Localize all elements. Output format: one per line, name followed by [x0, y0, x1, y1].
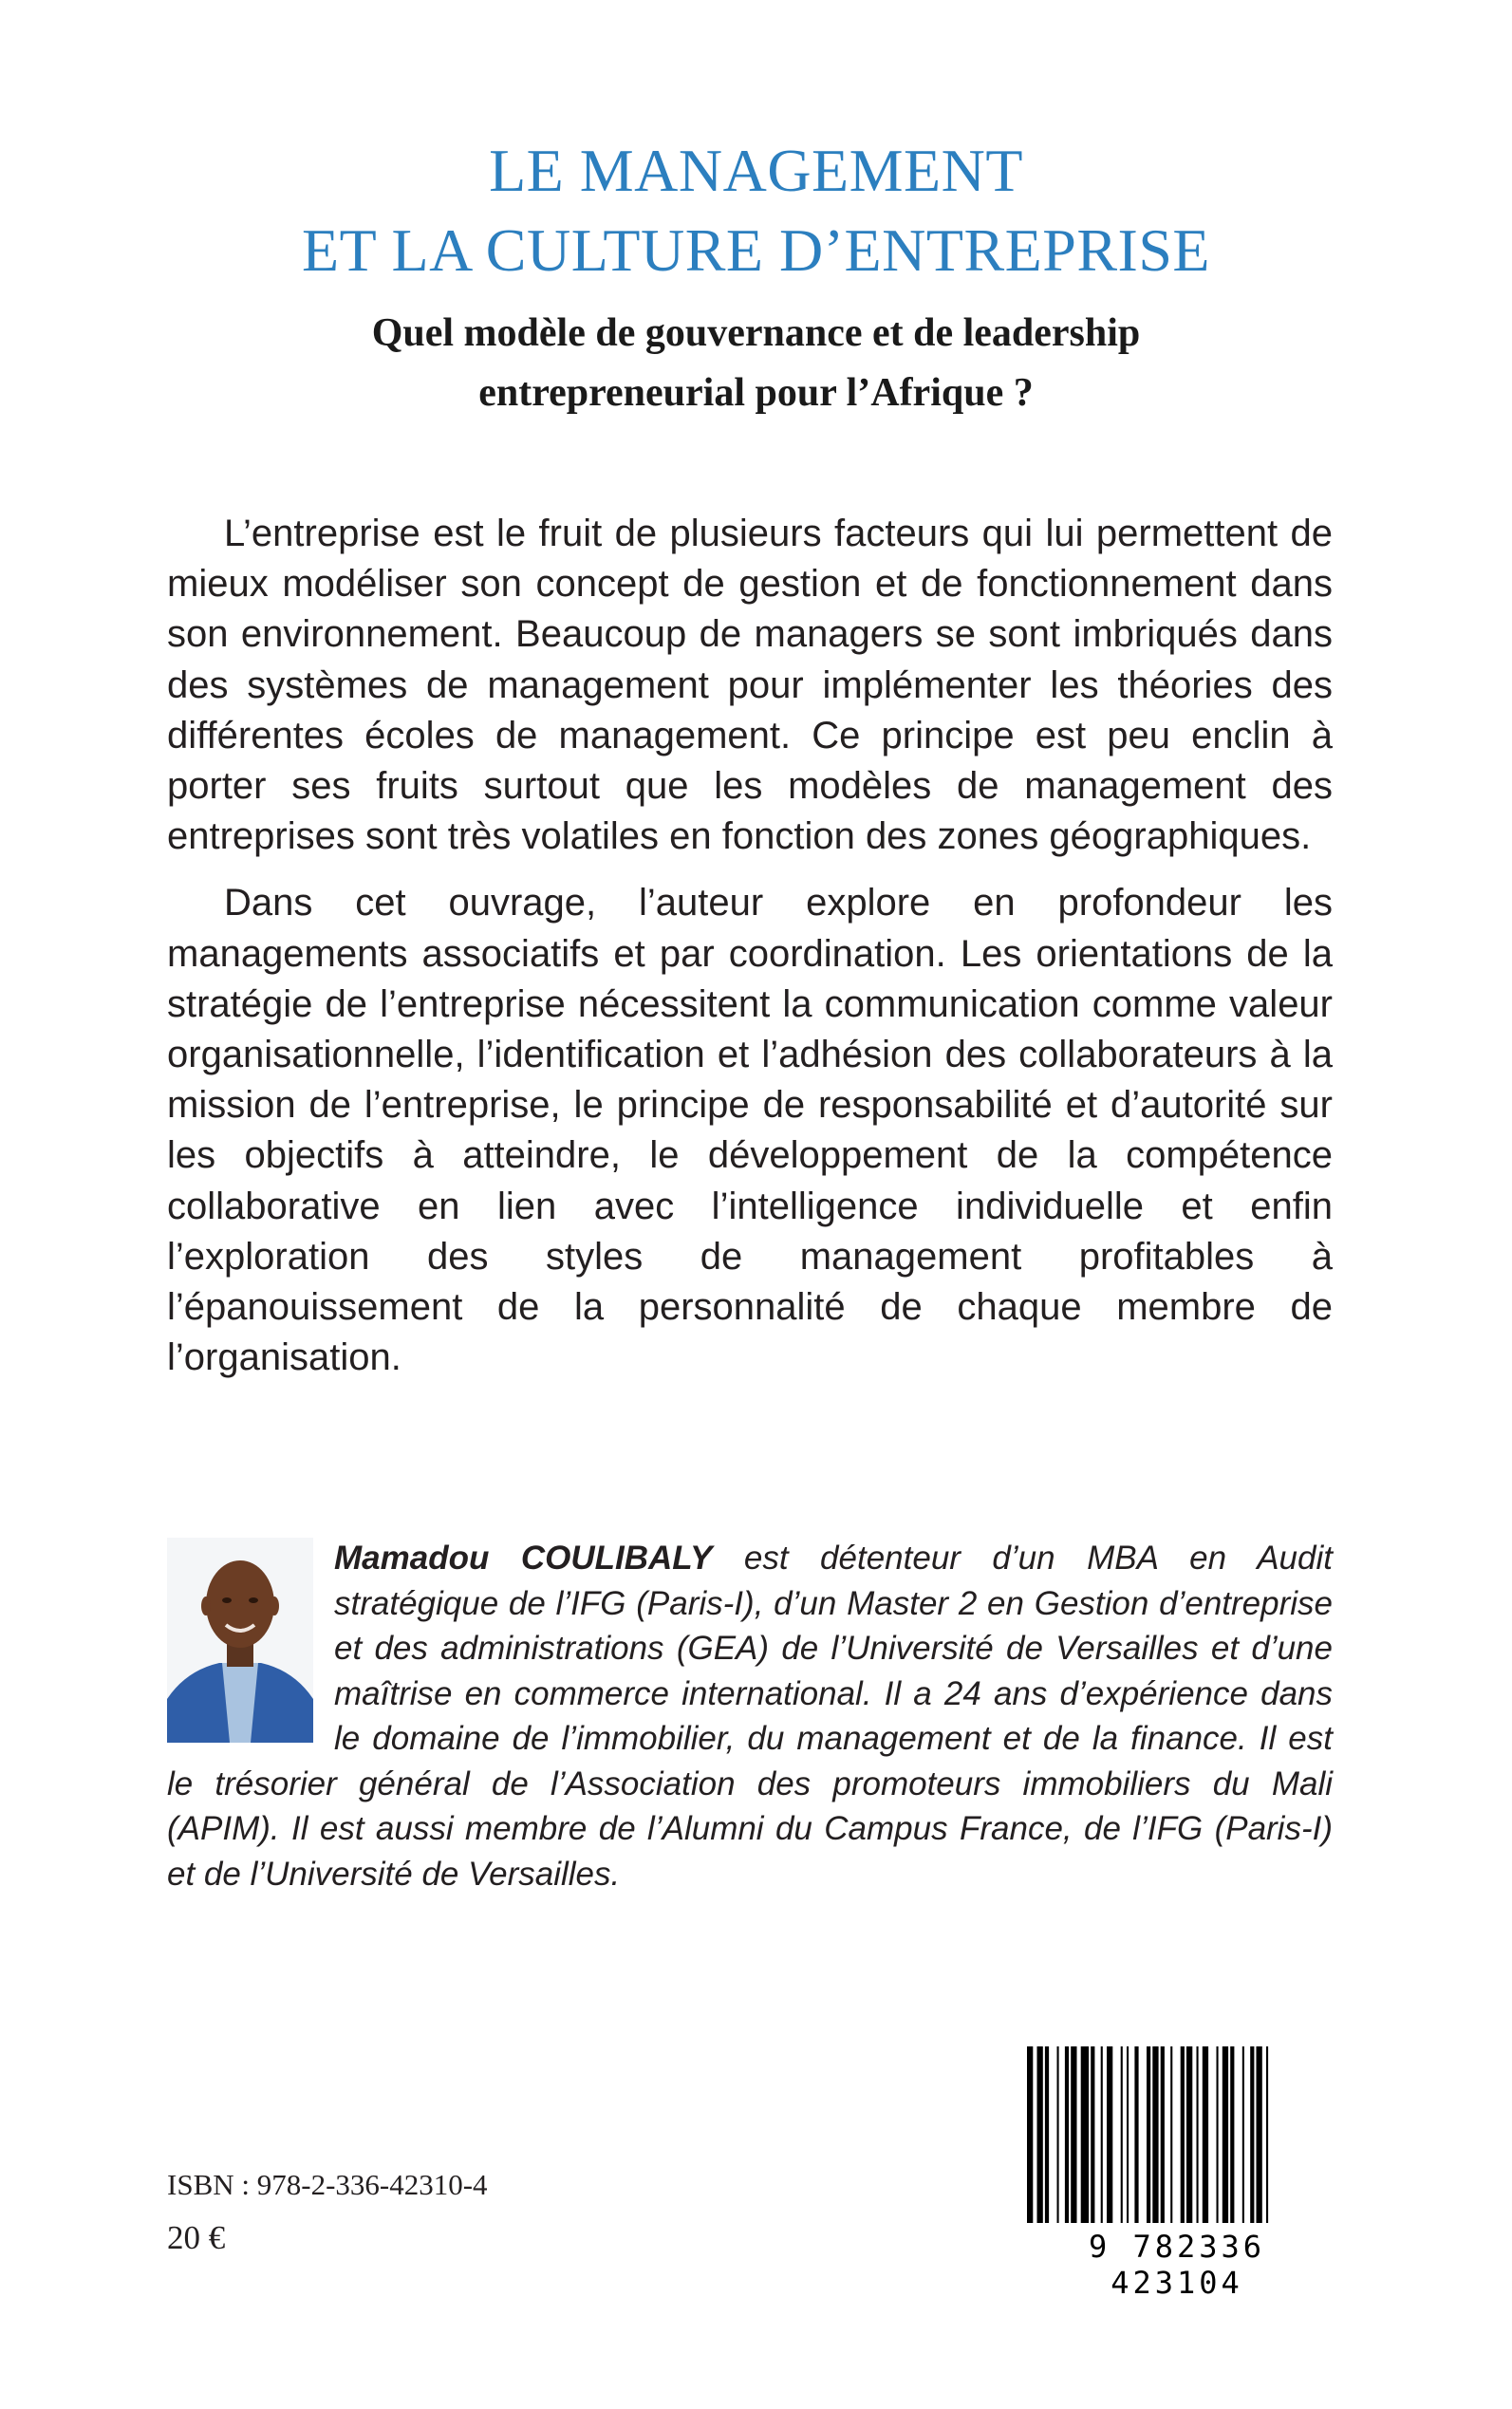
book-subtitle [0, 304, 1512, 423]
author-name: Mamadou COULIBALY [334, 1540, 713, 1577]
subtitle-line-2: entrepreneurial pour l’Afrique ? [478, 371, 1034, 415]
subtitle-line-1: Quel modèle de gouvernance et de leadership [371, 311, 1141, 355]
author-photo [167, 1538, 313, 1743]
book-title [0, 131, 1512, 290]
blurb-paragraph-2: Dans cet ouvrage, l’auteur explore en profondeur les managements associatifs et par coordination. Les orientations de la stratégie de l’entreprise nécessitent la communication comme valeur organisationnelle, l’identification et l’adhésion des collaborateurs à la mission de l’entreprise, le principe de responsabilité et d’autorité sur les objectifs à atteindre, le développement de la compétence collaborative en lien avec l’intelligence individuelle et enfin l’exploration des styles de management profitables à l’épanouissement de la personnalité de chaque membre de l’organisation. [167, 882, 1333, 1379]
blurb [167, 509, 1333, 1399]
barcode [1017, 2041, 1336, 2301]
isbn: ISBN : 978-2-336-42310-4 [167, 2168, 488, 2201]
blurb-paragraph-1: L’entreprise est le fruit de plusieurs facteurs qui lui permettent de mieux modéliser son concept de gestion et de fonctionnement dans son environnement. Beaucoup de managers se sont imbriqués dans des systèmes de management pour implémenter les théories des différentes écoles de management. Ce principe est peu enclin à porter ses fruits surtout que les modèles de management des entreprises sont très volatiles en fonction des zones géographiques. [167, 513, 1333, 858]
price: 20 € [167, 2219, 226, 2256]
barcode-bars [1017, 2041, 1336, 2231]
title-line-2: ET LA CULTURE D’ENTREPRISE [301, 216, 1211, 284]
author-bio-text: est détenteur d’un MBA en Audit stratégique de l’IFG (Paris-I), d’un Master 2 en Gestion d’entreprise et des administrations (GEA) de l’Université de Versailles et d’une maîtrise en commerce international. Il a 24 ans d’expérience dans le domaine de l’immobilier, du management et de la finance. Il est le trésorier général de l’Association des promoteurs immobiliers du Mali (APIM). Il est aussi membre de l’Alumni du Campus France, de l’IFG (Paris-I) et de l’Université de Versailles. [167, 1540, 1333, 1893]
title-line-1: LE MANAGEMENT [489, 137, 1023, 204]
barcode-digits: 9 782336 423104 [1088, 2229, 1266, 2301]
author-bio [167, 1536, 1333, 1896]
